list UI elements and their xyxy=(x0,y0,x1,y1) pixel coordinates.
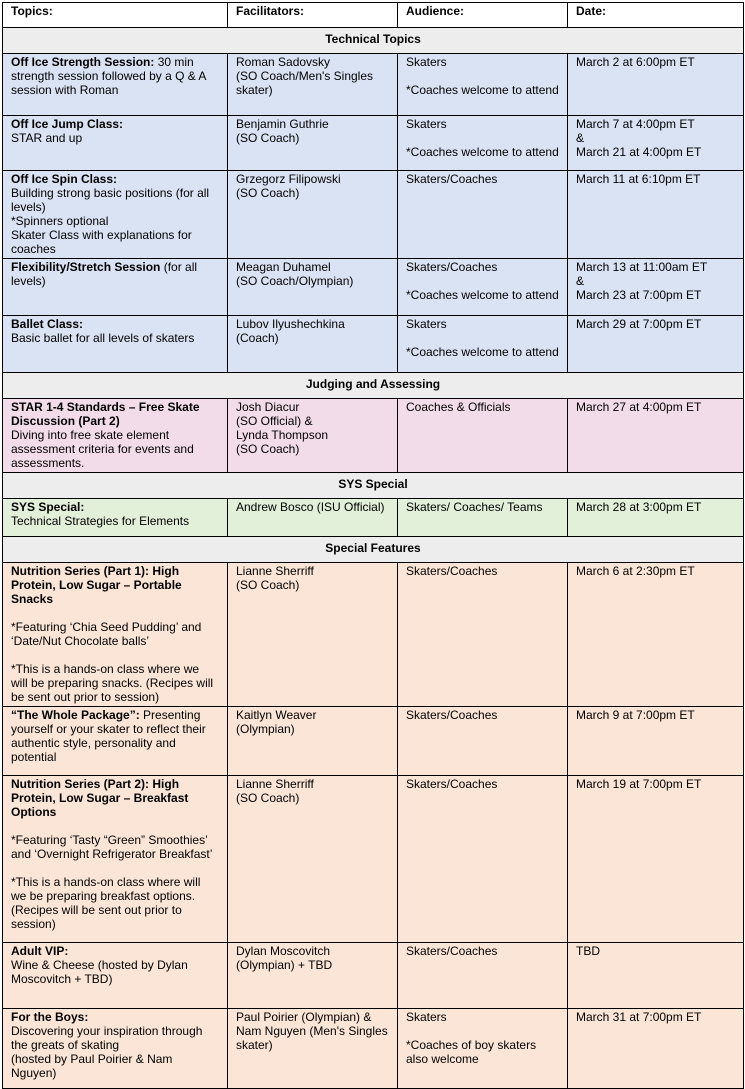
facilitator-line: (SO Official) & xyxy=(236,414,313,428)
audience: Skaters xyxy=(406,55,447,69)
audience-cell xyxy=(398,171,568,259)
audience-cell xyxy=(398,54,568,116)
date-line: March 19 at 7:00pm ET xyxy=(576,777,702,791)
facilitator-cell xyxy=(228,499,398,537)
facilitator-line: Grzegorz Filipowski xyxy=(236,172,341,186)
topic-cell xyxy=(3,1009,228,1089)
topic-title: STAR 1-4 Standards – Free Skate Discussion (Part 2) xyxy=(11,400,200,428)
topic-desc: Technical Strategies for Elements xyxy=(11,514,190,528)
audience: Skaters xyxy=(406,117,447,131)
facilitator-cell xyxy=(228,399,398,473)
section-sys xyxy=(3,473,744,499)
topic-para: *Featuring ‘Tasty “Green” Smoothies’ and ‘Overnight Refrigerator Breakfast’ xyxy=(11,833,213,861)
audience-note: *Coaches welcome to attend xyxy=(406,83,559,97)
topic-para: *This is a hands-on class where will we be preparing breakfast options. (Recipes will be sent out prior to session) xyxy=(11,875,201,931)
audience-note: *Coaches welcome to attend xyxy=(406,145,559,159)
facilitator-line: Meagan Duhamel xyxy=(236,260,331,274)
topic-cell xyxy=(3,399,228,473)
audience: Skaters/Coaches xyxy=(406,708,498,722)
topic-cell xyxy=(3,171,228,259)
audience-cell xyxy=(398,943,568,1009)
topic-title: Nutrition Series (Part 2): xyxy=(11,777,150,791)
facilitator-cell xyxy=(228,316,398,373)
topic-desc: Diving into free skate element assessment criteria for events and assessments. xyxy=(11,428,194,470)
topic-desc: STAR and up xyxy=(11,131,83,145)
facilitator-line: Dylan Moscovitch xyxy=(236,944,331,958)
date-line: March 27 at 4:00pm ET xyxy=(576,400,702,414)
date-line: March 13 at 11:00am ET xyxy=(576,260,708,274)
topic-title: “The Whole Package”: xyxy=(11,708,140,722)
audience-cell xyxy=(398,499,568,537)
date-cell xyxy=(568,707,744,776)
topic-title: SYS Special: xyxy=(11,500,85,514)
facilitator-line: (SO Coach) xyxy=(236,578,300,592)
topic-desc: Building strong basic positions (for all levels) xyxy=(11,186,210,214)
date-line: March 23 at 7:00pm ET xyxy=(576,288,702,302)
table-row xyxy=(3,563,744,707)
date-cell xyxy=(568,116,744,171)
topic-desc: Discovering your inspiration through the greats of skating xyxy=(11,1024,203,1052)
header-facilitators: Facilitators: xyxy=(228,3,398,28)
date-cell xyxy=(568,316,744,373)
audience-cell xyxy=(398,316,568,373)
audience: Skaters/Coaches xyxy=(406,944,498,958)
date-line: March 6 at 2:30pm ET xyxy=(576,564,695,578)
audience-cell xyxy=(398,707,568,776)
audience-note: *Coaches of boy skaters also welcome xyxy=(406,1038,537,1066)
facilitator-line: (SO Coach) xyxy=(236,791,300,805)
topic-cell xyxy=(3,259,228,316)
table-row xyxy=(3,316,744,373)
audience-note: *Coaches welcome to attend xyxy=(406,345,559,359)
date-line: March 11 at 6:10pm ET xyxy=(576,172,701,186)
topic-para: *This is a hands-on class where we will be preparing snacks. (Recipes will be sent out prior to session) xyxy=(11,662,214,704)
date-line: March 28 at 3:00pm ET xyxy=(576,500,702,514)
audience: Skaters/Coaches xyxy=(406,172,498,186)
audience-cell xyxy=(398,259,568,316)
facilitator-line: Lubov Ilyushechkina xyxy=(236,317,345,331)
facilitator-line: Lynda Thompson xyxy=(236,428,329,442)
facilitator-line: Lianne Sherriff xyxy=(236,564,314,578)
section-title: Judging and Assessing xyxy=(3,373,744,399)
audience: Coaches & Officials xyxy=(406,400,511,414)
audience: Skaters/Coaches xyxy=(406,777,498,791)
facilitator-line: Andrew Bosco (ISU Official) xyxy=(236,500,385,514)
table-row xyxy=(3,54,744,116)
facilitator-cell xyxy=(228,707,398,776)
date-cell xyxy=(568,399,744,473)
facilitator-cell xyxy=(228,563,398,707)
table-row xyxy=(3,1009,744,1089)
audience-cell xyxy=(398,776,568,943)
topic-desc: Wine & Cheese (hosted by Dylan Moscovitch + TBD) xyxy=(11,958,188,986)
facilitator-line: Josh Diacur xyxy=(236,400,300,414)
audience: Skaters/Coaches xyxy=(406,260,498,274)
facilitator-line: (Coach) xyxy=(236,331,279,345)
topic-title: Off Ice Spin Class: xyxy=(11,172,118,186)
topic-desc: (for all levels) xyxy=(11,260,198,288)
table-row xyxy=(3,943,744,1009)
date-cell xyxy=(568,499,744,537)
facilitator-line: (SO Coach/Olympian) xyxy=(236,274,354,288)
topic-title-cont: High Protein, Low Sugar – Breakfast Options xyxy=(11,777,189,819)
topic-desc: Presenting yourself or your skater to reflect their authentic style, personality and potential xyxy=(11,708,206,764)
section-features xyxy=(3,537,744,563)
audience: Skaters/Coaches xyxy=(406,564,498,578)
schedule-table xyxy=(2,2,744,1089)
audience-cell xyxy=(398,116,568,171)
date-line: March 21 at 4:00pm ET xyxy=(576,145,702,159)
topic-title: Nutrition Series (Part 1): xyxy=(11,564,150,578)
facilitator-cell xyxy=(228,54,398,116)
date-cell xyxy=(568,563,744,707)
section-title: SYS Special xyxy=(3,473,744,499)
topic-title: Adult VIP: xyxy=(11,944,69,958)
topic-cell xyxy=(3,563,228,707)
date-line: TBD xyxy=(576,944,600,958)
header-date: Date: xyxy=(568,3,744,28)
facilitator-line: (SO Coach) xyxy=(236,442,300,456)
table-row xyxy=(3,776,744,943)
audience: Skaters xyxy=(406,317,447,331)
table-row xyxy=(3,259,744,316)
topic-title: Off Ice Strength Session: xyxy=(11,55,155,69)
topic-title-cont: High Protein, Low Sugar – Portable Snacks xyxy=(11,564,182,606)
header-audience: Audience: xyxy=(398,3,568,28)
facilitator-line: Benjamin Guthrie xyxy=(236,117,329,131)
topic-title: Ballet Class: xyxy=(11,317,84,331)
date-cell xyxy=(568,943,744,1009)
section-title: Special Features xyxy=(3,537,744,563)
facilitator-line: (SO Coach) xyxy=(236,186,300,200)
table-row xyxy=(3,171,744,259)
facilitator-line: (SO Coach) xyxy=(236,131,300,145)
audience-cell xyxy=(398,399,568,473)
facilitator-line: Nam Nguyen (Men's Singles skater) xyxy=(236,1024,388,1052)
table-row xyxy=(3,399,744,473)
date-line: & xyxy=(576,274,585,288)
topic-cell xyxy=(3,499,228,537)
topic-cell xyxy=(3,54,228,116)
topic-desc: (hosted by Paul Poirier & Nam Nguyen) xyxy=(11,1052,173,1080)
topic-cell xyxy=(3,316,228,373)
topic-desc: 30 min strength session followed by a Q & A session with Roman xyxy=(11,55,206,97)
section-judging xyxy=(3,373,744,399)
audience: Skaters/ Coaches/ Teams xyxy=(406,500,543,514)
date-cell xyxy=(568,259,744,316)
date-cell xyxy=(568,1009,744,1089)
date-line: & xyxy=(576,131,585,145)
section-technical xyxy=(3,28,744,54)
audience: Skaters xyxy=(406,1010,447,1024)
date-cell xyxy=(568,171,744,259)
facilitator-line: (SO Coach/Men's Singles skater) xyxy=(236,69,374,97)
facilitator-cell xyxy=(228,259,398,316)
facilitator-cell xyxy=(228,116,398,171)
audience-cell xyxy=(398,1009,568,1089)
audience-note: *Coaches welcome to attend xyxy=(406,288,559,302)
date-cell xyxy=(568,776,744,943)
topic-title: For the Boys: xyxy=(11,1010,89,1024)
topic-title: Off Ice Jump Class: xyxy=(11,117,124,131)
facilitator-line: (Olympian) + TBD xyxy=(236,958,333,972)
date-line: March 31 at 7:00pm ET xyxy=(576,1010,702,1024)
topic-para: *Featuring ‘Chia Seed Pudding’ and ‘Date/Nut Chocolate balls’ xyxy=(11,620,202,648)
date-line: March 2 at 6:00pm ET xyxy=(576,55,695,69)
table-row xyxy=(3,499,744,537)
audience-cell xyxy=(398,563,568,707)
date-line: March 29 at 7:00pm ET xyxy=(576,317,702,331)
topic-cell xyxy=(3,707,228,776)
table-row xyxy=(3,707,744,776)
topic-cell xyxy=(3,776,228,943)
topic-desc: Skater Class with explanations for coaches xyxy=(11,228,192,256)
facilitator-line: (Olympian) xyxy=(236,722,295,736)
facilitator-line: Paul Poirier (Olympian) & xyxy=(236,1010,372,1024)
facilitator-cell xyxy=(228,776,398,943)
date-cell xyxy=(568,54,744,116)
facilitator-line: Lianne Sherriff xyxy=(236,777,314,791)
topic-title: Flexibility/Stretch Session xyxy=(11,260,161,274)
date-line: March 7 at 4:00pm ET xyxy=(576,117,695,131)
topic-cell xyxy=(3,116,228,171)
facilitator-line: Kaitlyn Weaver xyxy=(236,708,317,722)
header-topics: Topics: xyxy=(3,3,228,28)
facilitator-cell xyxy=(228,171,398,259)
header-row xyxy=(3,3,744,28)
table-row xyxy=(3,116,744,171)
date-line: March 9 at 7:00pm ET xyxy=(576,708,695,722)
section-title: Technical Topics xyxy=(3,28,744,54)
facilitator-line: Roman Sadovsky xyxy=(236,55,331,69)
topic-desc: Basic ballet for all levels of skaters xyxy=(11,331,195,345)
topic-desc: *Spinners optional xyxy=(11,214,109,228)
facilitator-cell xyxy=(228,943,398,1009)
facilitator-cell xyxy=(228,1009,398,1089)
topic-cell xyxy=(3,943,228,1009)
